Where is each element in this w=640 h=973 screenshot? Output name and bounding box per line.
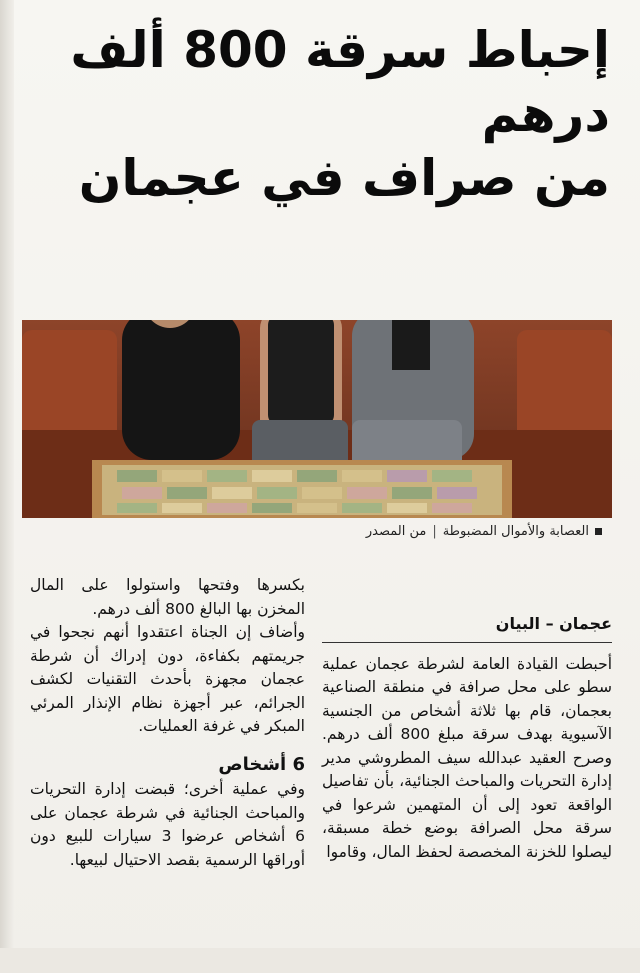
news-photo [22, 320, 612, 518]
page-bottom-strip [0, 948, 640, 973]
headline-line-2: من صراف في عجمان [78, 149, 610, 207]
caption-separator: | [432, 524, 437, 539]
caption-bullet [595, 528, 602, 535]
dateline: عجمان – البيان [322, 612, 612, 643]
photo-illustration [22, 320, 612, 518]
article-subhead: 6 أشخاص [218, 753, 305, 775]
suspect-right [352, 320, 474, 470]
article-paragraph: وأضاف إن الجناة اعتقدوا أنهم نجحوا في جريمتهم بكفاءة، دون إدراك أن شرطة عجمان مجهزة بأحدث التقنيات لكشف الجرائم، عبر أجهزة نظام الإنذار المرئي المبكر في غرفة العمليات. [30, 623, 305, 735]
page-edge [0, 0, 14, 973]
article-column-left [30, 574, 305, 872]
headline [50, 18, 610, 210]
article-paragraph: بكسرها وفتحها واستولوا على المال المخزن بها البالغ 800 ألف درهم. [30, 576, 305, 618]
caption-credit: من المصدر [365, 524, 427, 539]
suspect-center [252, 320, 348, 470]
money-table [92, 460, 512, 518]
photo-caption [42, 524, 602, 539]
article-paragraph: وفي عملية أخرى؛ قبضت إدارة التحريات والمباحث الجنائية في شرطة عجمان على 6 أشخاص عرضوا 3 سيارات للبيع دون أوراقها الرسمية بقصد الاحتيال لبيعها. [30, 780, 305, 869]
article-column-right [322, 612, 612, 864]
caption-text: العصابة والأموال المضبوطة [442, 524, 589, 539]
suspect-left [122, 320, 240, 460]
headline-line-1: إحباط سرقة 800 ألف درهم [70, 21, 610, 143]
article-paragraph: أحبطت القيادة العامة لشرطة عجمان عملية سطو على محل صرافة في منطقة الصناعية بعجمان، قام بها ثلاثة أشخاص من الجنسية الآسيوية بهدف سرقة مبلغ 800 ألف درهم. وصرح العقيد عبدالله سيف المطروشي مدير إدارة التحريات والمباحث الجنائية، بأن تفاصيل الواقعة تعود إلى أن المتهمين شرعوا في سرقة محل الصرافة بوضع خطة مسبقة، ليصلوا للخزنة المخصصة لحفظ المال، وقاموا [322, 654, 612, 861]
